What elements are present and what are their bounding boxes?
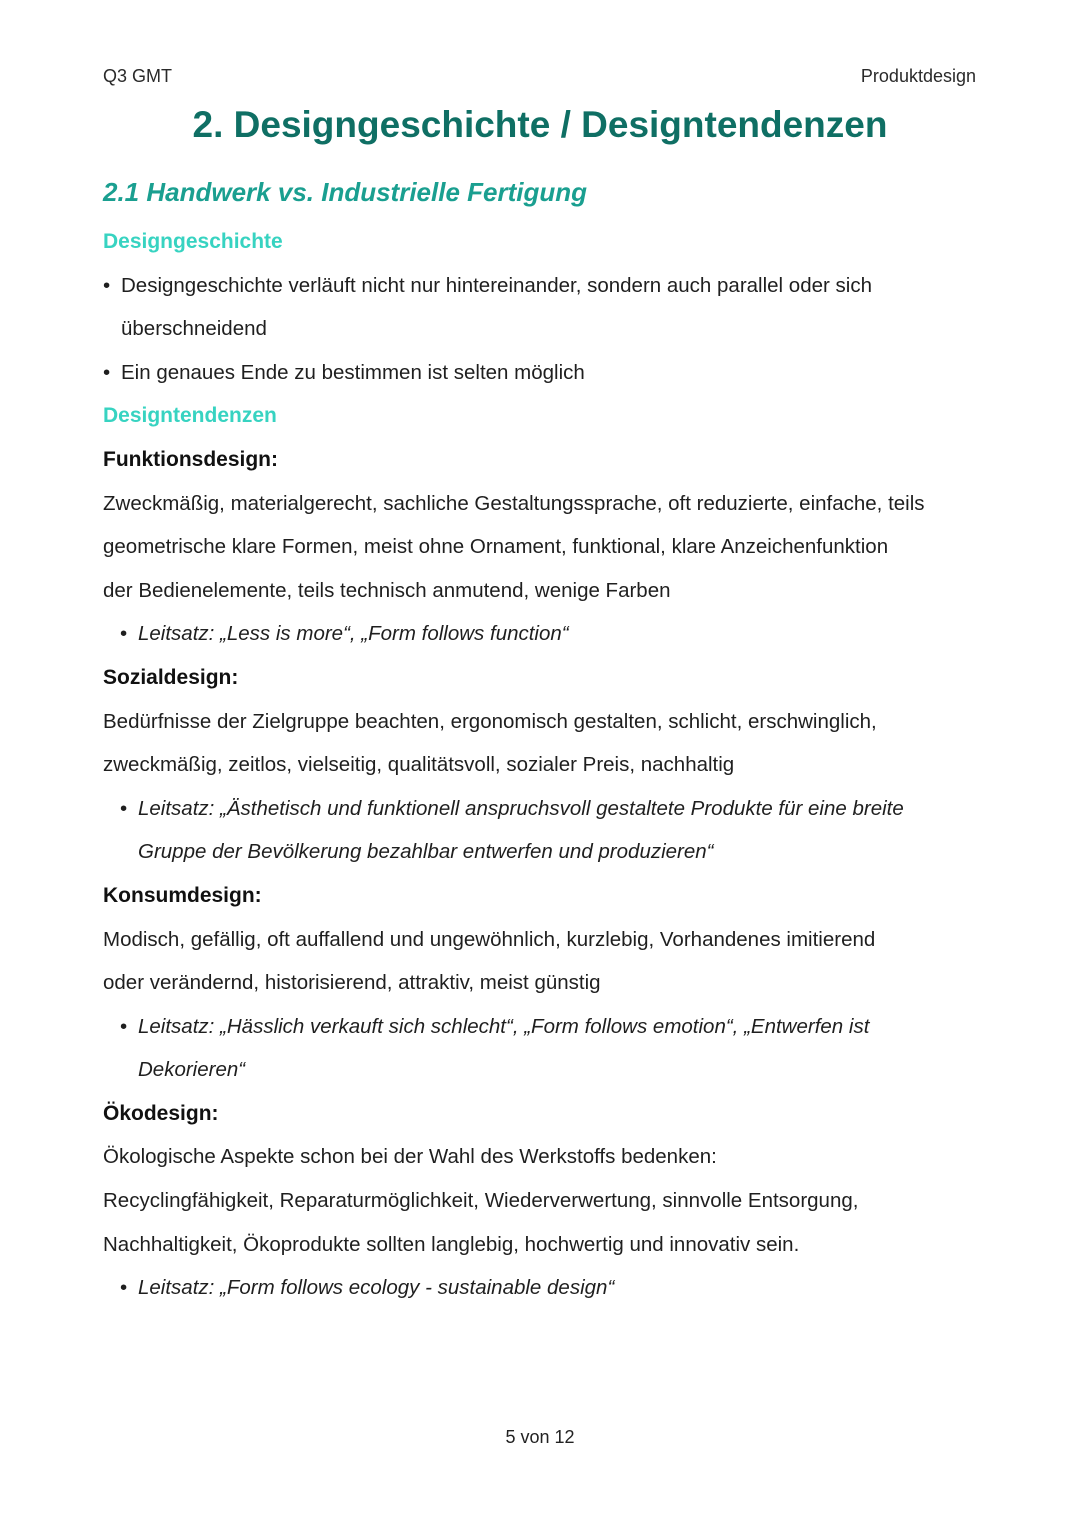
maxim-text: Leitsatz: „Form follows ecology - sustainable design“: [138, 1276, 615, 1300]
label-funktionsdesign: Funktionsdesign:: [103, 447, 278, 471]
paragraph-line: Zweckmäßig, materialgerecht, sachliche Gestaltungssprache, oft reduzierte, einfache, teils: [103, 491, 925, 515]
document-body: [103, 220, 983, 1310]
section-title: 2.1 Handwerk vs. Industrielle Fertigung: [103, 177, 588, 207]
bullet-icon: •: [120, 622, 128, 646]
paragraph-line: zweckmäßig, zeitlos, vielseitig, qualitätsvoll, sozialer Preis, nachhaltig: [103, 753, 735, 777]
list-item-text: Designgeschichte verläuft nicht nur hintereinander, sondern auch parallel oder sich: [121, 273, 872, 297]
bullet-icon: •: [120, 1276, 128, 1300]
header-course: Q3 GMT: [103, 66, 173, 86]
paragraph-line: Modisch, gefällig, oft auffallend und ungewöhnlich, kurzlebig, Vorhandenes imitierend: [103, 927, 876, 951]
subheading-designtendenzen: Designtendenzen: [103, 404, 277, 428]
paragraph-line: Nachhaltigkeit, Ökoprodukte sollten langlebig, hochwertig und innovativ sein.: [103, 1232, 800, 1256]
maxim-item: [103, 1005, 983, 1049]
label-sozialdesign: Sozialdesign:: [103, 665, 239, 689]
bullet-icon: •: [120, 1014, 128, 1038]
maxim-text: Leitsatz: „Ästhetisch und funktionell anspruchsvoll gestaltete Produkte für eine breite: [138, 796, 904, 820]
list-item-continuation: überschneidend: [121, 317, 267, 341]
page-title: 2. Designgeschichte / Designtendenzen: [192, 104, 888, 145]
maxim-item: [103, 1266, 983, 1310]
header-subject: Produktdesign: [860, 66, 976, 86]
paragraph-line: Ökologische Aspekte schon bei der Wahl des Werkstoffs bedenken:: [103, 1145, 717, 1169]
page-number: 5 von 12: [505, 1427, 575, 1447]
bullet-icon: •: [103, 360, 111, 384]
label-konsumdesign: Konsumdesign:: [103, 883, 262, 907]
maxim-item: [103, 787, 983, 831]
maxim-text: Leitsatz: „Hässlich verkauft sich schlecht“, „Form follows emotion“, „Entwerfen ist: [138, 1014, 870, 1038]
label-oekodesign: Ökodesign:: [103, 1101, 219, 1125]
list-item-text: Ein genaues Ende zu bestimmen ist selten möglich: [121, 360, 585, 384]
list-item: [103, 264, 983, 308]
maxim-continuation: Gruppe der Bevölkerung bezahlbar entwerfen und produzieren“: [138, 840, 714, 864]
maxim-continuation: Dekorieren“: [138, 1058, 246, 1082]
bullet-icon: •: [103, 273, 111, 297]
maxim-text: Leitsatz: „Less is more“, „Form follows function“: [138, 622, 569, 646]
bullet-icon: •: [120, 796, 128, 820]
list-item: [103, 351, 983, 395]
paragraph-line: oder verändernd, historisierend, attraktiv, meist günstig: [103, 971, 601, 995]
subheading-designgeschichte: Designgeschichte: [103, 230, 283, 253]
paragraph-line: geometrische klare Formen, meist ohne Ornament, funktional, klare Anzeichenfunktion: [103, 535, 889, 559]
maxim-item: [103, 612, 983, 656]
paragraph-line: Recyclingfähigkeit, Reparaturmöglichkeit, Wiederverwertung, sinnvolle Entsorgung,: [103, 1189, 859, 1213]
paragraph-line: der Bedienelemente, teils technisch anmutend, wenige Farben: [103, 578, 671, 602]
paragraph-line: Bedürfnisse der Zielgruppe beachten, ergonomisch gestalten, schlicht, erschwinglich,: [103, 709, 877, 733]
